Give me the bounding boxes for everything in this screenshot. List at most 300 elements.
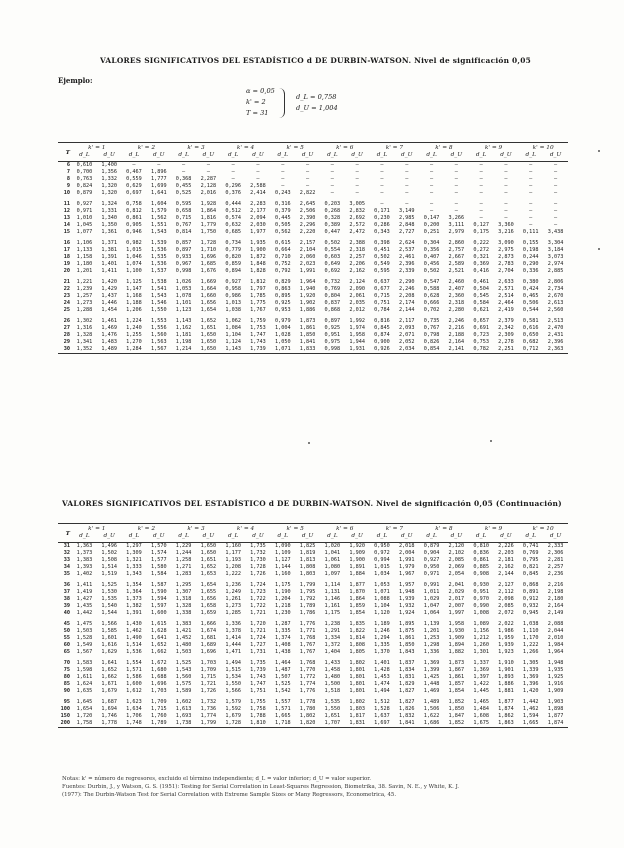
table-cell: 2,220 <box>299 229 316 235</box>
table-cell: 1,160 <box>225 543 241 549</box>
table-cell: 2,157 <box>299 240 316 246</box>
table-cell: 1,419 <box>76 589 93 595</box>
table-cell: 1,789 <box>299 603 316 609</box>
du-header: d_U <box>295 152 320 162</box>
table-cell: 0,998 <box>175 268 192 274</box>
table-cell: 0,649 <box>324 261 341 267</box>
table-cell: 0,979 <box>274 318 291 324</box>
table-cell: 1,795 <box>299 589 316 595</box>
table-cell: 1,863 <box>494 720 519 728</box>
table-cell: 0,702 <box>423 307 440 313</box>
table-cell: 1,084 <box>225 325 241 331</box>
table-cell: 1,923 <box>498 649 514 655</box>
table-cell: 1,038 <box>522 621 539 627</box>
table-cell: 1,720 <box>76 713 93 719</box>
table-cell: 1,425 <box>423 674 440 680</box>
table-cell: 0,897 <box>324 318 341 324</box>
table-cell: 1,399 <box>423 667 440 673</box>
table-cell: 2,407 <box>448 286 465 292</box>
table-cell: 1,371 <box>101 240 117 246</box>
table-cell: 1,730 <box>250 557 266 563</box>
table-cell: 1,652 <box>200 564 217 570</box>
table-cell: 1,920 <box>299 293 316 299</box>
example-dl: d_L = 0,758 <box>296 93 337 101</box>
table-cell: 1,404 <box>324 649 341 655</box>
table-cell: 0,723 <box>473 332 489 338</box>
table-cell: 0,467 <box>126 169 142 175</box>
table-row <box>58 332 568 339</box>
table-cell: 1,832 <box>398 713 415 719</box>
table-cell: — <box>479 208 483 214</box>
table-cell: 0,244 <box>522 254 539 260</box>
table-cell: 1,841 <box>394 720 419 728</box>
example-T: T = 31 <box>246 109 269 117</box>
table-cell: 2,283 <box>250 201 266 207</box>
row-T-value: 32 <box>63 550 70 556</box>
table-cell: 0,525 <box>175 190 192 196</box>
table-cell: 1,803 <box>349 706 365 712</box>
table-cell: 1,502 <box>101 550 117 556</box>
row-T-value: 9 <box>66 183 70 189</box>
table-cell: 1,285 <box>225 610 241 616</box>
table-cell: 1,909 <box>349 550 365 556</box>
table-cell: 1,446 <box>101 300 117 306</box>
table-cell: 1,294 <box>374 635 390 641</box>
table-cell: 2,339 <box>398 268 415 274</box>
table-cell: 0,895 <box>274 293 291 299</box>
row-T-value: 100 <box>60 706 70 712</box>
table-cell: 3,111 <box>448 222 465 228</box>
dl-header: d_L <box>518 533 543 543</box>
table-cell: 0,927 <box>423 557 440 563</box>
row-T-value: 55 <box>63 635 70 641</box>
table-cell: 1,611 <box>76 674 93 680</box>
table-cell: 1,480 <box>324 674 341 680</box>
table-cell: 2,124 <box>349 279 365 285</box>
du-header: d_U <box>444 533 469 543</box>
table-cell: 2,035 <box>349 300 365 306</box>
table-cell: 1,686 <box>419 720 444 728</box>
table-cell: 0,946 <box>126 229 142 235</box>
table-row <box>58 275 568 286</box>
table-row <box>58 656 568 667</box>
table-cell: 1,808 <box>349 642 365 648</box>
du-header: d_U <box>345 533 370 543</box>
table-cell: 2,472 <box>349 229 365 235</box>
table-cell: 1,230 <box>274 610 291 616</box>
table-cell: 1,567 <box>146 346 171 354</box>
table-header <box>58 143 568 162</box>
table-cell: 1,550 <box>150 307 167 313</box>
table-cell: 1,797 <box>250 286 266 292</box>
table-row <box>58 307 568 314</box>
table-cell: 1,549 <box>76 642 93 648</box>
table-row <box>58 300 568 307</box>
table-cell: — <box>504 201 508 207</box>
table-cell: 1,852 <box>448 699 465 705</box>
table-cell: 0,779 <box>225 247 241 253</box>
table-cell: 1,780 <box>299 706 316 712</box>
table-cell: 1,653 <box>200 571 217 577</box>
table-cell: 1,433 <box>324 660 341 666</box>
table-cell: 1,592 <box>225 706 241 712</box>
table-cell: 0,734 <box>225 240 241 246</box>
table-cell: 0,758 <box>126 201 142 207</box>
table-cell: 1,721 <box>250 610 266 616</box>
table-cell: 1,454 <box>101 307 117 313</box>
table-cell: 1,768 <box>299 660 316 666</box>
table-cell: — <box>454 201 458 207</box>
table-cell: 1,560 <box>175 674 192 680</box>
table-cell: 2,162 <box>498 564 514 570</box>
table-cell: 0,461 <box>473 279 489 285</box>
row-T-value: 40 <box>63 610 70 616</box>
table-cell: 1,453 <box>374 674 390 680</box>
table-cell: 1,090 <box>274 543 291 549</box>
table-cell: 1,660 <box>200 293 217 299</box>
table-cell: 1,805 <box>349 649 365 655</box>
table-cell: 0,447 <box>324 229 341 235</box>
table-cell: 1,680 <box>150 667 167 673</box>
du-header: d_U <box>196 152 221 162</box>
table-cell: 1,444 <box>225 642 241 648</box>
table-cell: 1,189 <box>374 621 390 627</box>
table-cell: 2,071 <box>398 332 415 338</box>
table-row <box>58 183 568 190</box>
table-cell: 1,131 <box>324 589 341 595</box>
table-cell: — <box>479 176 483 182</box>
dl-header: d_L <box>171 533 196 543</box>
dl-header: d_L <box>419 152 444 162</box>
header-k-row <box>58 143 568 153</box>
table-cell: 0,879 <box>423 543 440 549</box>
table-cell: — <box>429 183 434 189</box>
table-cell: 0,502 <box>324 240 341 246</box>
table-cell: 0,998 <box>320 346 345 354</box>
table-cell: 1,788 <box>250 713 266 719</box>
table-cell: 1,881 <box>498 688 514 694</box>
table-cell: 0,767 <box>175 222 192 228</box>
table-cell: 1,088 <box>374 596 390 602</box>
table-cell: 2,287 <box>200 176 217 182</box>
table-cell: 1,854 <box>448 688 465 694</box>
row-T-value: 13 <box>63 215 70 221</box>
table-cell: 0,505 <box>274 222 291 228</box>
table-cell: 1,679 <box>225 713 241 719</box>
table-cell: 2,052 <box>398 339 415 345</box>
table-cell: 2,188 <box>448 332 465 338</box>
table-cell: 1,802 <box>299 713 316 719</box>
dl-header: d_L <box>221 533 246 543</box>
table-cell: 1,370 <box>374 649 390 655</box>
table-cell: 1,779 <box>200 222 217 228</box>
dl-header: d_L <box>370 152 395 162</box>
table-cell: 1,273 <box>225 603 241 609</box>
table-cell: 1,900 <box>250 247 266 253</box>
table-cell: 2,667 <box>448 254 465 260</box>
table-cell: 1,422 <box>473 681 489 687</box>
table-cell: 1,825 <box>299 543 316 549</box>
table-cell: 0,650 <box>522 332 539 338</box>
table-cell: 1,045 <box>76 222 93 228</box>
table-cell: 1,181 <box>175 332 192 338</box>
table-cell: 1,939 <box>498 642 514 648</box>
table-cell: 2,979 <box>448 229 465 235</box>
table-cell: 0,615 <box>274 240 291 246</box>
table-cell: 0,868 <box>522 582 539 588</box>
table-cell: 1,180 <box>76 261 93 267</box>
table-cell: 1,776 <box>299 688 316 694</box>
table-cell: 2,306 <box>547 550 564 556</box>
table-cell: 1,801 <box>349 667 365 673</box>
table-cell: — <box>132 162 136 168</box>
table-cell: 1,253 <box>423 635 440 641</box>
table-cell: 1,924 <box>398 610 415 616</box>
table-cell: 1,831 <box>345 720 370 728</box>
table-cell: 2,177 <box>250 208 266 214</box>
table-cell: — <box>504 169 508 175</box>
du-header: d_U <box>345 152 370 162</box>
du-header: d_U <box>543 152 568 162</box>
table-cell: 1,854 <box>349 610 365 616</box>
table-cell: 1,789 <box>146 720 171 728</box>
table-cell: 0,908 <box>473 571 489 577</box>
table-row <box>58 713 568 720</box>
table-cell: 0,926 <box>370 346 395 354</box>
table-cell: 2,975 <box>498 247 514 253</box>
scan-speck <box>490 440 492 442</box>
table-cell: 1,629 <box>101 649 117 655</box>
table-cell: 1,850 <box>299 332 316 338</box>
table-cell: 1,383 <box>175 621 192 627</box>
table-cell: 1,542 <box>274 688 291 694</box>
table-cell: 1,458 <box>324 667 341 673</box>
table-row <box>58 222 568 229</box>
table-cell: 2,572 <box>349 222 365 228</box>
table-cell: 1,011 <box>423 589 440 595</box>
table-cell: 1,974 <box>349 325 365 331</box>
table-cell: 2,069 <box>448 564 465 570</box>
table-cell: 1,408 <box>274 642 291 648</box>
table-cell: — <box>429 201 434 207</box>
table-cell: — <box>429 162 434 168</box>
table-cell: 1,696 <box>200 254 217 260</box>
table-cell: 1,474 <box>374 681 390 687</box>
table-cell: 2,280 <box>448 307 465 313</box>
k-header: k' = 6 <box>320 143 370 153</box>
du-header: d_U <box>97 533 122 543</box>
table-cell: 1,080 <box>324 564 341 570</box>
table-cell: — <box>504 190 508 196</box>
table-cell: 1,694 <box>101 706 117 712</box>
table-cell: 0,912 <box>522 596 539 602</box>
table-cell: 2,208 <box>398 293 415 299</box>
table-cell: 0,945 <box>522 610 539 616</box>
table-cell: 1,029 <box>423 596 440 602</box>
table-cell: — <box>330 162 334 168</box>
table-cell: 2,104 <box>299 247 316 253</box>
table-cell: 1,373 <box>76 550 93 556</box>
table-cell: 0,751 <box>374 300 390 306</box>
table-cell: 1,583 <box>76 660 93 666</box>
table-cell: 2,318 <box>448 300 465 306</box>
table-cell: — <box>380 162 384 168</box>
table-cell: 2,832 <box>349 208 365 214</box>
du-header: d_U <box>394 533 419 543</box>
table-cell: 1,724 <box>250 635 266 641</box>
table-cell: 0,972 <box>374 550 390 556</box>
example-alpha: α = 0,05 <box>246 87 275 95</box>
table-cell: 1,747 <box>250 332 266 338</box>
table-cell: 0,812 <box>126 208 142 214</box>
table-cell: — <box>479 162 483 168</box>
table-cell: 0,512 <box>225 208 241 214</box>
table-cell: 1,489 <box>423 699 440 705</box>
table-cell: 1,928 <box>200 201 217 207</box>
table-cell: 1,696 <box>200 649 217 655</box>
table-cell: 1,320 <box>101 190 117 196</box>
table-cell: 0,814 <box>175 229 192 235</box>
row-T-value: 25 <box>63 307 70 313</box>
table-cell: 1,528 <box>374 706 390 712</box>
table-row <box>58 649 568 656</box>
table-cell: 1,939 <box>398 596 415 602</box>
k-header: k' = 7 <box>370 524 420 534</box>
table-row <box>58 286 568 293</box>
table-cell: 1,728 <box>200 240 217 246</box>
table-cell: 2,112 <box>498 589 514 595</box>
du-header: d_U <box>444 152 469 162</box>
table-cell: 1,665 <box>518 720 543 728</box>
table-cell: 1,873 <box>299 318 316 324</box>
table-cell: 1,127 <box>274 557 291 563</box>
table-cell: 1,074 <box>126 261 142 267</box>
table-cell: 0,155 <box>522 240 539 246</box>
table-cell: 1,594 <box>150 596 167 602</box>
table-cell: 1,724 <box>250 582 266 588</box>
table-cell: 1,175 <box>274 582 291 588</box>
table-cell: 2,388 <box>349 240 365 246</box>
row-T-value: 70 <box>63 660 70 666</box>
table-cell: 0,925 <box>274 300 291 306</box>
table-cell: 1,641 <box>150 635 167 641</box>
row-T-value: 34 <box>63 564 70 570</box>
table-cell: 0,616 <box>522 325 539 331</box>
table-cell: 1,503 <box>175 649 192 655</box>
row-T-value: 7 <box>66 169 70 175</box>
table-cell: 1,685 <box>200 261 217 267</box>
table-cell: 2,360 <box>448 293 465 299</box>
table-cell: 1,635 <box>76 688 93 694</box>
table-cell: 2,704 <box>498 268 514 274</box>
table-cell: — <box>429 169 434 175</box>
table-cell: 0,715 <box>175 215 192 221</box>
table-cell: 1,697 <box>370 720 395 728</box>
dl-header: d_L <box>72 533 97 543</box>
row-T-value: 26 <box>63 318 70 324</box>
table-cell: — <box>554 183 558 189</box>
table-cell: 1,706 <box>126 713 142 719</box>
row-T-value: 150 <box>60 713 70 719</box>
table-cell: 1,718 <box>270 720 295 728</box>
scan-speck <box>598 150 600 152</box>
table-cell: 0,990 <box>473 603 489 609</box>
footnote-line: Fuentes: Durbin, J., y Watson, G. S. (1951): Testing for Serial Correlation in Least-Squares Regression, Biometrika, 38. Savin, N. E., y White, K. J. <box>62 784 460 790</box>
dl-header: d_L <box>469 533 494 543</box>
table-cell: 1,397 <box>473 674 489 680</box>
table-cell: 1,309 <box>126 550 142 556</box>
table-cell: 0,715 <box>374 293 390 299</box>
table-cell: 0,502 <box>374 254 390 260</box>
table-cell: 2,206 <box>349 261 365 267</box>
table-cell: 2,198 <box>547 589 564 595</box>
row-T-value: 65 <box>63 649 70 655</box>
table-cell: 1,874 <box>543 720 568 728</box>
table-cell: 1,991 <box>299 268 316 274</box>
table-cell: 0,958 <box>225 286 241 292</box>
table-cell: 1,177 <box>225 550 241 556</box>
table-cell: 0,574 <box>225 215 241 221</box>
table-cell: 1,291 <box>324 628 341 634</box>
table-cell: 1,651 <box>200 557 217 563</box>
table-cell: 1,010 <box>76 215 93 221</box>
table-cell: 1,802 <box>349 699 365 705</box>
table-cell: 1,500 <box>324 681 341 687</box>
table-cell: 1,812 <box>250 279 266 285</box>
table-cell: 0,857 <box>175 240 192 246</box>
table-cell: 2,670 <box>547 293 564 299</box>
table-cell: 0,504 <box>473 286 489 292</box>
table-cell: 1,837 <box>398 660 415 666</box>
table-cell: 0,700 <box>76 169 93 175</box>
table-cell: 1,369 <box>522 674 539 680</box>
table-cell: 1,774 <box>299 681 316 687</box>
row-T-value: 17 <box>63 247 70 253</box>
table-cell: — <box>405 169 409 175</box>
header-d-row <box>58 533 568 543</box>
table-cell: 1,525 <box>175 660 192 666</box>
row-T-value: 75 <box>63 667 70 673</box>
table-cell: 1,469 <box>101 325 117 331</box>
table-cell: — <box>330 190 334 196</box>
table-cell: 1,546 <box>150 300 167 306</box>
table-cell: 1,659 <box>200 610 217 616</box>
table-cell: 1,218 <box>274 603 291 609</box>
table-cell: 1,957 <box>398 582 415 588</box>
table-cell: 1,053 <box>374 582 390 588</box>
table-cell: 1,964 <box>547 649 564 655</box>
table-cell: 1,551 <box>150 222 167 228</box>
table-cell: 1,013 <box>225 300 241 306</box>
table-body <box>58 543 568 728</box>
table-cell: 1,984 <box>547 642 564 648</box>
table-cell: 1,940 <box>299 286 316 292</box>
table-cell: 2,018 <box>398 543 415 549</box>
table-cell: 1,958 <box>448 621 465 627</box>
table-cell: 0,932 <box>522 603 539 609</box>
dl-header: d_L <box>320 152 345 162</box>
table-cell: 0,868 <box>324 307 341 313</box>
table-row <box>58 617 568 628</box>
example-du: d_U = 1,004 <box>296 104 338 112</box>
table-cell: 1,587 <box>150 582 167 588</box>
table-cell: 1,584 <box>150 571 167 577</box>
table-cell: 2,588 <box>250 183 266 189</box>
table-cell: 0,804 <box>324 293 341 299</box>
dl-header: d_L <box>72 152 97 162</box>
table-cell: 1,402 <box>76 571 93 577</box>
table-cell: 1,864 <box>200 208 217 214</box>
